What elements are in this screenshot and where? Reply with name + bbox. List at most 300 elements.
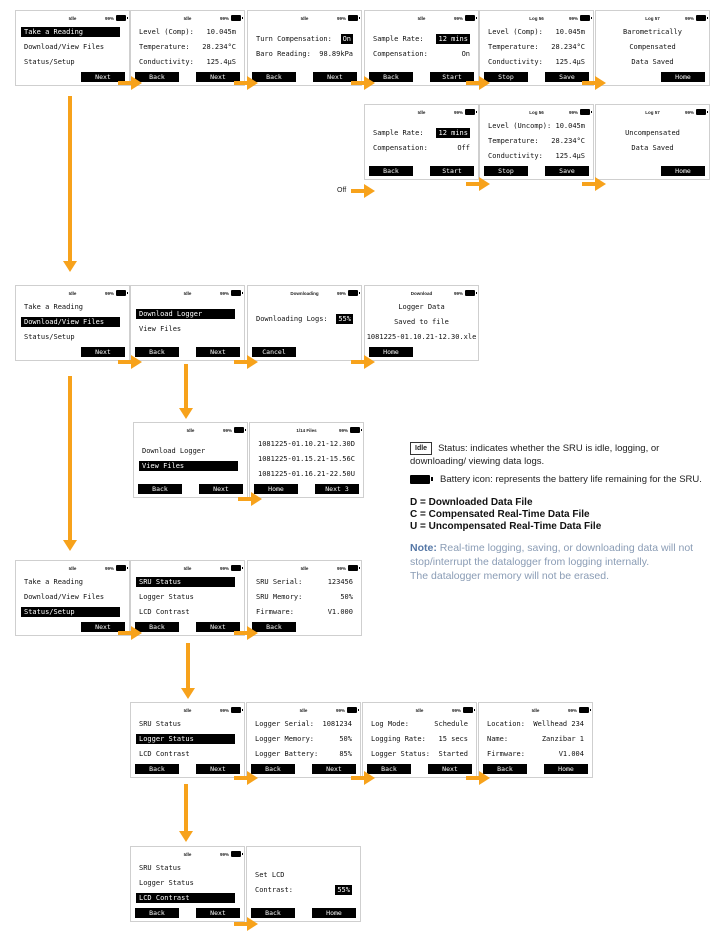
row-label: Conductivity: — [139, 58, 194, 66]
status-bar — [131, 291, 244, 299]
row-label: Set LCD — [255, 871, 285, 879]
row-label: Location: — [487, 720, 525, 728]
menu-row — [256, 592, 353, 602]
right-button[interactable]: Next — [196, 764, 240, 774]
row-label: Logger Status — [139, 735, 194, 743]
right-button[interactable]: Next — [196, 347, 240, 357]
right-button[interactable]: Home — [544, 764, 588, 774]
orange-arrow-icon — [238, 492, 262, 506]
row-label: Logger Status — [139, 879, 194, 887]
status-text: Idle — [68, 291, 77, 296]
battery-icon — [231, 15, 241, 21]
row-label: Log Mode: — [371, 720, 409, 728]
left-button[interactable]: Cancel — [252, 347, 296, 357]
menu-row — [255, 734, 352, 744]
menu-row — [373, 34, 470, 44]
menu-row — [24, 57, 121, 67]
battery-icon — [579, 707, 589, 713]
right-button[interactable]: Next — [199, 484, 243, 494]
status-bar — [250, 428, 363, 436]
left-button[interactable]: Back — [135, 72, 179, 82]
row-label: Download Logger — [139, 310, 203, 318]
battery-icon — [347, 707, 357, 713]
menu-row — [373, 143, 470, 153]
menu-row[interactable] — [21, 607, 120, 617]
row-label: View Files — [142, 462, 185, 470]
screen-s5 — [479, 10, 594, 86]
screen-s8 — [479, 104, 594, 180]
left-button[interactable]: Home — [254, 484, 298, 494]
status-bar — [131, 852, 244, 860]
battery-percent: 99% — [453, 110, 463, 115]
row-label: Status/Setup — [24, 333, 75, 341]
legend-battery — [410, 473, 710, 486]
right-button[interactable]: Next — [196, 72, 240, 82]
right-button[interactable]: Next — [81, 72, 125, 82]
status-text: Idle — [531, 708, 540, 713]
menu-row — [487, 734, 584, 744]
right-button[interactable]: Start — [430, 166, 474, 176]
orange-arrow-icon — [351, 76, 375, 90]
row-value: 50% — [340, 593, 353, 601]
row-label: Compensation: — [373, 144, 428, 152]
battery-icon — [116, 290, 126, 296]
orange-arrow-icon — [234, 626, 258, 640]
left-button[interactable]: Back — [369, 72, 413, 82]
note-text: Real-time logging, saving, or downloading data will not stop/interrupt the datalogger from logging internally. — [410, 542, 694, 568]
left-button[interactable]: Back — [251, 908, 295, 918]
menu-row — [139, 607, 236, 617]
row-label: SRU Memory: — [256, 593, 303, 601]
menu-row — [371, 719, 468, 729]
row-label: SRU Status — [139, 864, 182, 872]
status-bar — [248, 566, 361, 574]
menu-row — [487, 749, 584, 759]
row-value[interactable]: 55% — [337, 886, 350, 894]
legend-status — [410, 442, 710, 468]
battery-icon — [348, 290, 358, 296]
row-value: On — [461, 50, 470, 58]
battery-icon — [231, 290, 241, 296]
left-button[interactable]: Back — [369, 166, 413, 176]
row-label: Baro Reading: — [256, 50, 311, 58]
menu-row — [256, 34, 353, 44]
menu-row — [488, 42, 585, 52]
right-button[interactable]: Home — [661, 72, 705, 82]
battery-icon — [580, 109, 590, 115]
row-value: 85% — [339, 750, 352, 758]
row-value: D — [350, 440, 355, 448]
row-value: 10.045m — [555, 28, 585, 36]
menu-row — [373, 49, 470, 59]
menu-row — [24, 592, 121, 602]
battery-icon — [696, 109, 706, 115]
battery-percent: 99% — [336, 16, 346, 21]
row-value: 125.4µS — [555, 58, 585, 66]
battery-icon — [348, 565, 358, 571]
row-value: 28.234°C — [202, 43, 236, 51]
battery-percent: 99% — [684, 16, 694, 21]
status-text: Idle — [183, 291, 192, 296]
orange-arrow-icon — [351, 771, 375, 785]
row-value: Zanzibar 1 — [541, 735, 584, 743]
row-label: Data Saved — [631, 58, 674, 66]
row-value[interactable]: 12 mins — [438, 35, 468, 43]
row-label: Name: — [487, 735, 509, 743]
menu-row[interactable] — [136, 309, 235, 319]
status-bar — [16, 566, 129, 574]
row-label: 1081225-01.10.21-12.30.xle — [366, 333, 477, 341]
menu-row — [371, 734, 468, 744]
status-text: Idle — [186, 428, 195, 433]
row-label: Status/Setup — [24, 608, 75, 616]
row-label: Logger Data — [398, 303, 445, 311]
battery-percent: 99% — [335, 708, 345, 713]
row-label: 1081225-01.15.21-15.56 — [258, 455, 351, 463]
battery-percent: 99% — [219, 291, 229, 296]
legend-status-text: Status: indicates whether the SRU is idle, logging, or downloading/ viewing data logs. — [410, 443, 660, 467]
battery-icon — [410, 475, 430, 484]
menu-row — [256, 314, 353, 324]
right-button[interactable]: Next — [312, 764, 356, 774]
menu-row — [139, 749, 236, 759]
screen-s17 — [130, 560, 245, 636]
menu-row[interactable] — [139, 461, 238, 471]
status-bar — [363, 708, 476, 716]
off-label: Off — [337, 187, 347, 194]
row-value: V1.004 — [558, 750, 584, 758]
battery-percent: 99% — [336, 291, 346, 296]
battery-percent: 99% — [567, 708, 577, 713]
row-value: 28.234°C — [551, 43, 585, 51]
menu-row — [488, 27, 585, 37]
orange-arrow-icon — [118, 626, 142, 640]
status-bar — [248, 16, 361, 24]
status-bar — [480, 110, 593, 118]
row-label: Conductivity: — [488, 152, 543, 160]
right-button[interactable]: Next — [81, 622, 125, 632]
orange-arrow-icon — [582, 177, 606, 191]
left-button[interactable]: Back — [367, 764, 411, 774]
row-label: Download/View Files — [24, 43, 105, 51]
screen-s4 — [364, 10, 479, 86]
note-title: Note: — [410, 542, 437, 554]
menu-row — [373, 317, 470, 327]
row-label: 1081225-01.16.21-22.50 — [258, 470, 351, 478]
status-bar — [16, 291, 129, 299]
row-label: Logger Memory: — [255, 735, 315, 743]
right-button[interactable]: Start — [430, 72, 474, 82]
battery-percent: 99% — [338, 428, 348, 433]
menu-row — [139, 324, 236, 334]
menu-row — [604, 128, 701, 138]
screen-s13 — [364, 285, 479, 361]
status-text: Idle — [300, 16, 309, 21]
orange-arrow-icon — [234, 76, 258, 90]
orange-arrow-icon — [234, 355, 258, 369]
menu-row — [604, 42, 701, 52]
status-text: 1/14 Files — [296, 428, 317, 433]
right-button[interactable]: Next — [196, 622, 240, 632]
row-label: Contrast: — [255, 886, 293, 894]
menu-row — [371, 749, 468, 759]
orange-arrow-down-icon — [63, 96, 77, 272]
row-label: LCD Contrast — [139, 894, 190, 902]
idle-status-sample: Idle — [410, 442, 432, 455]
row-value: 125.4µS — [555, 152, 585, 160]
battery-percent: 99% — [336, 566, 346, 571]
menu-row — [24, 577, 121, 587]
row-label: Download Logger — [142, 447, 206, 455]
battery-percent: 99% — [219, 16, 229, 21]
left-button[interactable]: Stop — [484, 166, 528, 176]
left-button[interactable]: Stop — [484, 72, 528, 82]
screen-s3 — [247, 10, 362, 86]
screen-s11 — [130, 285, 245, 361]
status-bar — [134, 428, 247, 436]
row-label: Level (Comp): — [488, 28, 543, 36]
note-text-2: The datalogger memory will not be erased. — [410, 570, 610, 582]
row-label: Logger Status: — [371, 750, 431, 758]
menu-row — [256, 607, 353, 617]
row-value: 1081234 — [322, 720, 352, 728]
legend-battery-text: Battery icon: represents the battery life remaining for the SRU. — [440, 474, 702, 485]
battery-icon — [231, 565, 241, 571]
status-text: Downloading — [290, 291, 319, 296]
menu-row — [255, 885, 352, 895]
status-text: Log 56 — [529, 110, 544, 115]
row-label: Compensated — [629, 43, 676, 51]
menu-row — [488, 136, 585, 146]
left-button[interactable]: Back — [135, 622, 179, 632]
status-text: Idle — [183, 16, 192, 21]
row-value: Schedule — [434, 720, 468, 728]
menu-row — [366, 332, 477, 342]
status-text: Idle — [68, 16, 77, 21]
row-value: V1.000 — [327, 608, 353, 616]
row-label: Compensation: — [373, 50, 428, 58]
battery-icon — [463, 707, 473, 713]
menu-row[interactable] — [136, 893, 235, 903]
orange-arrow-down-icon — [181, 643, 195, 699]
left-button[interactable]: Back — [135, 764, 179, 774]
row-value[interactable]: On — [342, 35, 351, 43]
right-button[interactable]: Home — [661, 166, 705, 176]
row-label: Firmware: — [487, 750, 525, 758]
row-label: LCD Contrast — [139, 750, 190, 758]
orange-arrow-icon — [234, 917, 258, 931]
orange-arrow-icon — [466, 76, 490, 90]
menu-row — [142, 446, 239, 456]
row-label: Barometrically — [622, 28, 682, 36]
battery-icon — [231, 851, 241, 857]
left-button[interactable]: Back — [251, 764, 295, 774]
status-text: Log 57 — [645, 16, 660, 21]
right-button[interactable]: Save — [545, 72, 589, 82]
row-label: Logger Status — [139, 593, 194, 601]
right-button[interactable]: Next — [313, 72, 357, 82]
menu-row[interactable] — [21, 27, 120, 37]
row-label: Take a Reading — [24, 28, 84, 36]
row-label: Download/View Files — [24, 593, 105, 601]
battery-percent: 99% — [219, 566, 229, 571]
menu-row — [488, 121, 585, 131]
row-label: Sample Rate: — [373, 129, 424, 137]
status-bar — [365, 291, 478, 299]
row-label: Level (Comp): — [139, 28, 194, 36]
row-label: SRU Serial: — [256, 578, 303, 586]
status-text: Idle — [68, 566, 77, 571]
right-button[interactable]: Next 3 — [315, 484, 359, 494]
menu-row — [604, 27, 701, 37]
battery-percent: 99% — [568, 16, 578, 21]
status-bar — [365, 110, 478, 118]
screen-s20 — [246, 702, 361, 778]
battery-percent: 99% — [104, 566, 114, 571]
row-value: C — [350, 455, 355, 463]
battery-percent: 99% — [453, 291, 463, 296]
menu-row — [255, 719, 352, 729]
status-text: Log 56 — [529, 16, 544, 21]
menu-row — [139, 878, 236, 888]
row-label: SRU Status — [139, 720, 182, 728]
battery-icon — [348, 15, 358, 21]
row-label: Conductivity: — [488, 58, 543, 66]
status-bar — [247, 708, 360, 716]
menu-row — [258, 454, 355, 464]
left-button[interactable]: Back — [135, 347, 179, 357]
row-label: Level (Uncomp): — [488, 122, 552, 130]
screen-s12 — [247, 285, 362, 361]
row-label: SRU Status — [139, 578, 182, 586]
row-label: Downloading Logs: — [256, 315, 328, 323]
status-text: Idle — [183, 852, 192, 857]
row-value[interactable]: 55% — [338, 315, 351, 323]
battery-percent: 99% — [219, 708, 229, 713]
menu-row — [256, 577, 353, 587]
note — [410, 541, 710, 583]
menu-row — [24, 42, 121, 52]
menu-row — [256, 49, 353, 59]
battery-icon — [465, 15, 475, 21]
status-text: Idle — [417, 16, 426, 21]
left-button[interactable]: Back — [252, 72, 296, 82]
status-text: Idle — [417, 110, 426, 115]
orange-arrow-down-icon — [179, 364, 193, 419]
status-text: Idle — [183, 566, 192, 571]
right-button[interactable]: Next — [81, 347, 125, 357]
orange-arrow-icon — [466, 771, 490, 785]
screen-s23 — [130, 846, 245, 922]
right-button[interactable]: Save — [545, 166, 589, 176]
battery-icon — [234, 427, 244, 433]
menu-row — [487, 719, 584, 729]
left-button[interactable]: Back — [135, 908, 179, 918]
status-bar — [131, 566, 244, 574]
row-value: 10.045m — [206, 28, 236, 36]
row-label: 1081225-01.10.21-12.30 — [258, 440, 351, 448]
menu-row[interactable] — [21, 317, 120, 327]
row-value: 123456 — [327, 578, 353, 586]
row-label: View Files — [139, 325, 182, 333]
battery-icon — [231, 707, 241, 713]
status-bar — [131, 708, 244, 716]
menu-row — [255, 870, 352, 880]
orange-arrow-down-icon — [179, 784, 193, 842]
screen-s14 — [133, 422, 248, 498]
left-button[interactable]: Back — [483, 764, 527, 774]
left-button[interactable]: Home — [369, 347, 413, 357]
screen-s19 — [130, 702, 245, 778]
right-button[interactable]: Next — [428, 764, 472, 774]
status-text: Idle — [415, 708, 424, 713]
row-label: Saved to file — [394, 318, 449, 326]
left-button[interactable]: Back — [252, 622, 296, 632]
status-bar — [596, 16, 709, 24]
row-value: 28.234°C — [551, 137, 585, 145]
battery-percent: 99% — [219, 852, 229, 857]
battery-icon — [116, 15, 126, 21]
status-bar — [248, 291, 361, 299]
screen-s1 — [15, 10, 130, 86]
row-value: Started — [438, 750, 468, 758]
menu-row — [24, 302, 121, 312]
menu-row — [373, 128, 470, 138]
row-label: Download/View Files — [24, 318, 105, 326]
menu-row — [258, 439, 355, 449]
menu-row[interactable] — [136, 734, 235, 744]
menu-row — [604, 57, 701, 67]
orange-arrow-icon — [118, 355, 142, 369]
orange-arrow-icon — [351, 355, 375, 369]
screen-s22 — [478, 702, 593, 778]
screen-s10 — [15, 285, 130, 361]
file-key-c: C = Compensated Real-Time Data File — [410, 509, 590, 520]
right-button[interactable]: Next — [196, 908, 240, 918]
row-label: Take a Reading — [24, 578, 84, 586]
row-label: Sample Rate: — [373, 35, 424, 43]
screen-s2 — [130, 10, 245, 86]
row-value: 125.4µS — [206, 58, 236, 66]
menu-row — [258, 469, 355, 479]
menu-row — [373, 302, 470, 312]
row-value: Off — [457, 144, 470, 152]
left-button[interactable]: Back — [138, 484, 182, 494]
status-bar — [131, 16, 244, 24]
battery-icon — [465, 109, 475, 115]
row-value: 98.89kPa — [319, 50, 353, 58]
battery-icon — [580, 15, 590, 21]
right-button[interactable]: Home — [312, 908, 356, 918]
battery-percent: 99% — [451, 708, 461, 713]
file-key-u: U = Uncompensated Real-Time Data File — [410, 521, 602, 532]
row-label: LCD Contrast — [139, 608, 190, 616]
menu-row[interactable] — [136, 577, 235, 587]
screen-s16 — [15, 560, 130, 636]
row-label: Uncompensated — [625, 129, 680, 137]
battery-percent: 99% — [222, 428, 232, 433]
battery-icon — [465, 290, 475, 296]
status-text: Idle — [300, 566, 309, 571]
status-bar — [16, 16, 129, 24]
row-value[interactable]: 12 mins — [438, 129, 468, 137]
row-label: Temperature: — [139, 43, 190, 51]
screen-s24 — [246, 846, 361, 922]
menu-row — [139, 592, 236, 602]
battery-percent: 99% — [568, 110, 578, 115]
status-text: Idle — [183, 708, 192, 713]
menu-row — [488, 151, 585, 161]
